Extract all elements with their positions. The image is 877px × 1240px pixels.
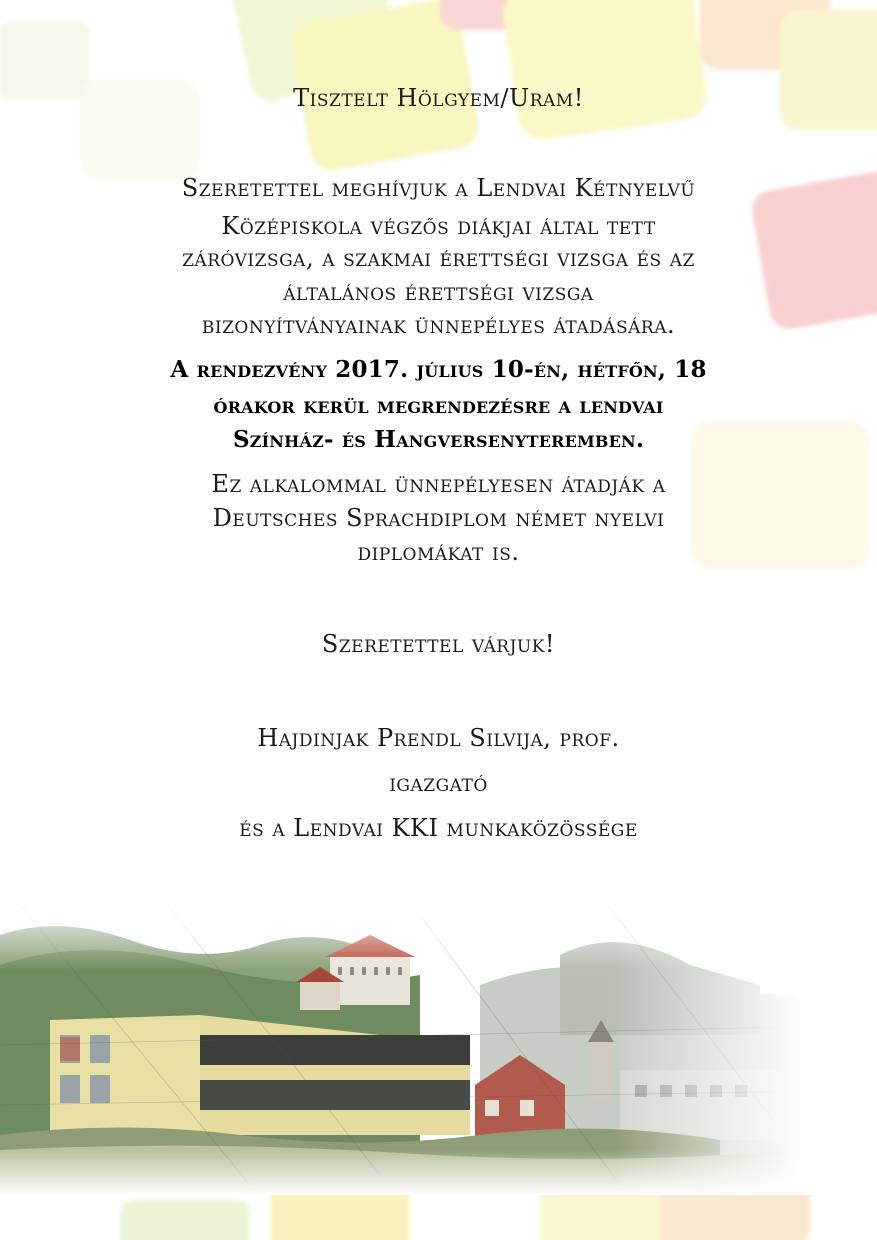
invitation-line: Szeretettel meghívjuk a Lendvai Kétnyelvű: [181, 174, 696, 202]
invitation-line: bizonyítványainak ünnepélyes átadására.: [201, 311, 676, 339]
invitation-line: záróvizsga, a szakmai érettségi vizsga és az: [182, 244, 695, 272]
invitation-line: Középiskola végzős diákjai által tett: [221, 212, 656, 240]
signature-org: és a Lendvai KKI munkaközössége: [239, 814, 638, 842]
invitation-line: általános érettségi vizsga: [283, 278, 594, 306]
diploma-line: diplomákat is.: [357, 538, 520, 566]
event-line: A rendezvény 2017. július 10-én, hétfőn, 18: [170, 356, 707, 383]
diploma-line: Ez alkalommal ünnepélyesen átadják a: [211, 470, 666, 498]
greeting: Tisztelt Hölgyem/Uram!: [293, 84, 584, 112]
closing: Szeretettel várjuk!: [321, 630, 556, 658]
signature-role: igazgató: [389, 769, 488, 797]
school-building-illustration: [0, 895, 877, 1195]
event-line: Színház- és Hangversenyteremben.: [232, 426, 645, 453]
event-line: órakor kerül megrendezésre a lendvai: [213, 392, 664, 419]
signature-name: Hajdinjak Prendl Silvija, prof.: [257, 724, 620, 752]
diploma-line: Deutsches Sprachdiplom német nyelvi: [212, 504, 665, 532]
